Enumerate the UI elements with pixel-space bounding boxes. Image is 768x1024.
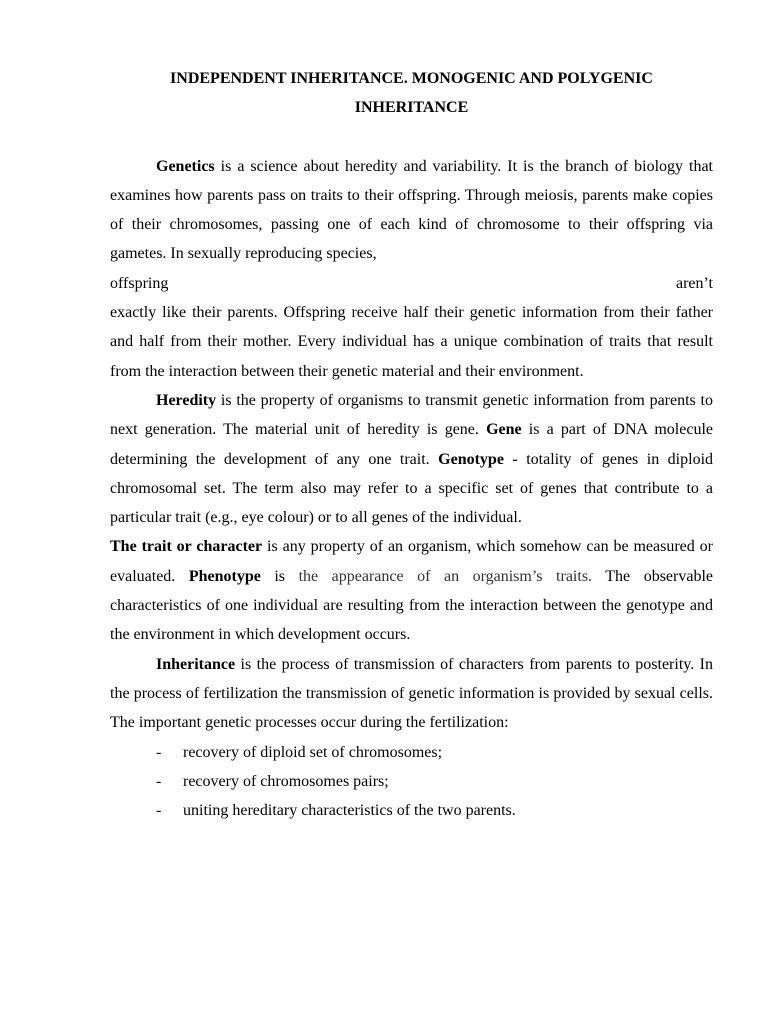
paragraph-heredity-text-3: totality of genes in diploid chromosomal set. The term also may refer to a specific set of genes that contribute to a particular trait (e.g., eye colour) or to all genes of the individual. [110, 450, 714, 527]
paragraph-genetics-text-a: is a science about heredity and variability. It is the branch of biology that examines how parents pass on traits to their offspring. Through meiosis, parents make copies of their chromosomes, passing one of each kind of chromosome to their offspring via gametes. In sexually reproducing species, [110, 157, 713, 263]
fertilization-process-list [110, 738, 713, 826]
list-dash: - [156, 802, 162, 820]
list-dash: - [156, 743, 162, 761]
paragraph-heredity [110, 386, 713, 532]
list-item [110, 796, 713, 825]
term-trait-or-character: The trait or character [110, 538, 263, 556]
paragraph-genetics-text-b: exactly like their parents. Offspring receive half their genetic information from their father and half from their mother. Every individual has a unique combination of traits that result from the interaction between their genetic material and their environment. [110, 304, 713, 380]
title-line-1: INDEPENDENT INHERITANCE. MONOGENIC AND POLYGENIC [170, 70, 653, 87]
paragraph-inheritance [110, 650, 713, 738]
list-dash: - [156, 772, 162, 790]
word-offspring: offspring [110, 274, 169, 292]
term-genetics: Genetics [156, 157, 215, 175]
phenotype-definition: the appearance of an organism’s traits. [298, 567, 593, 585]
document-title [110, 64, 713, 123]
document-page [110, 64, 713, 825]
list-item [110, 767, 713, 796]
paragraph-genetics [110, 152, 713, 269]
paragraph-heredity-text-2: is a part of DNA molecule determining the development of any one trait. [110, 421, 713, 468]
paragraph-inheritance-text: is the process of transmission of characters from parents to posterity. In the process of fertilization the transmission of genetic information is provided by sexual cells. The important genetic processes occur during the fertilization: [110, 655, 713, 732]
paragraph-trait-text-2: is [260, 567, 299, 585]
paragraph-genetics-split-line [110, 269, 713, 298]
term-inheritance: Inheritance [156, 655, 236, 673]
paragraph-heredity-text-1: is the property of organisms to transmit genetic information from parents to next generation. The material unit of heredity is gene. [110, 391, 713, 439]
paragraph-genetics-continued [110, 298, 713, 386]
paragraph-trait [110, 532, 713, 649]
paragraph-trait-text-1: is any property of an organism, which somehow can be measured or evaluated. [110, 538, 714, 585]
paragraph-trait-text-3: The observable characteristics of one individual are resulting from the interaction between the genotype and the environment in which development occurs. [110, 567, 713, 644]
word-arent: aren’t [675, 274, 713, 292]
term-genotype: Genotype - [438, 450, 518, 468]
list-item-text: recovery of diploid set of chromosomes; [183, 743, 443, 761]
title-line-2: INHERITANCE [354, 99, 469, 117]
list-item-text: uniting hereditary characteristics of the two parents. [183, 802, 516, 820]
list-item-text: recovery of chromosomes pairs; [183, 772, 389, 790]
term-heredity: Heredity [156, 391, 217, 409]
list-item [110, 738, 713, 767]
term-gene: Gene [486, 421, 522, 439]
term-phenotype: Phenotype [188, 567, 261, 585]
